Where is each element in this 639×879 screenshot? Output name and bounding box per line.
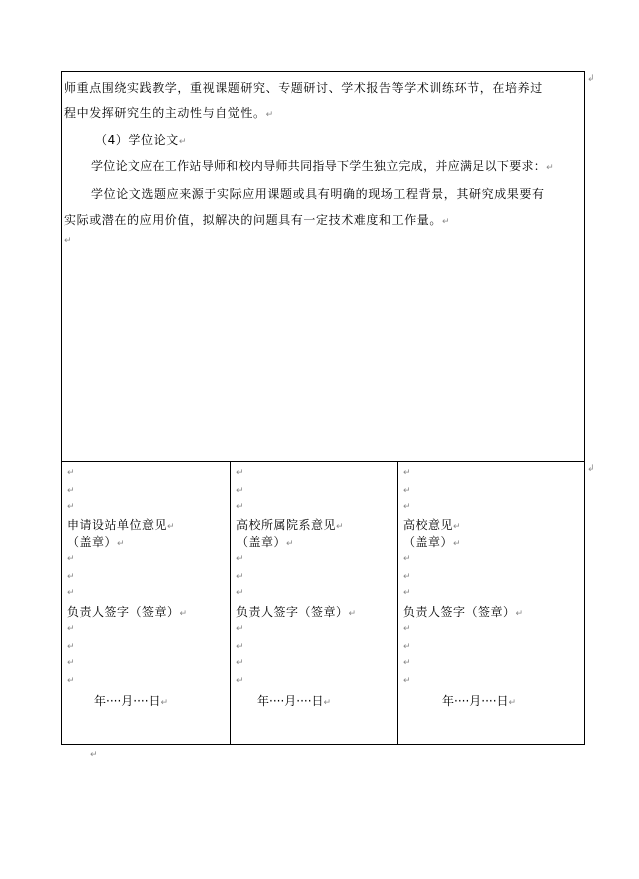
date-line [442, 692, 516, 709]
body-line-1-text: 师重点围绕实践教学，重视课题研究、专题研讨、学术报告等学术训练环节，在培养过 [64, 81, 543, 95]
seal-label [67, 533, 125, 550]
paragraph-mark: ↵ [236, 468, 244, 478]
paragraph-mark: ↵ [453, 539, 462, 549]
paragraph-mark: ↵ [403, 486, 411, 496]
paragraph-mark: ↵ [403, 468, 411, 478]
paragraph-mark: ↵ [403, 502, 411, 512]
opinion-heading [403, 516, 461, 533]
paragraph-mark: ↵ [453, 522, 462, 532]
paragraph-mark: ↵ [67, 468, 75, 478]
paragraph-mark: ↵ [236, 624, 244, 634]
seal-label-text: （盖章） [236, 535, 287, 549]
opinion-heading [67, 516, 175, 533]
signature-label [67, 603, 188, 620]
date-text: 年····月····日 [442, 694, 509, 708]
paragraph-mark: ↵ [336, 522, 345, 532]
paragraph-mark: ↵ [178, 137, 187, 147]
signature-label-text: 负责人签字（签章） [236, 605, 349, 619]
signature-label [403, 603, 524, 620]
paragraph-mark: ↵ [67, 658, 75, 668]
seal-label [403, 533, 461, 550]
section-heading [95, 131, 187, 148]
body-line-2 [64, 104, 274, 121]
paragraph-mark: ↵ [442, 217, 451, 227]
paragraph-mark: ↵ [403, 554, 411, 564]
body-line-4-text: 学位论文应在工作站导师和校内导师共同指导下学生独立完成，并应满足以下要求： [91, 159, 547, 173]
university-cell [398, 462, 585, 744]
paragraph-mark: ↵ [236, 642, 244, 652]
paragraph-mark: ↵ [403, 624, 411, 634]
paragraph-mark: ↵ [403, 642, 411, 652]
signature-label-text: 负责人签字（签章） [403, 605, 516, 619]
body-line-5 [91, 185, 545, 202]
paragraph-mark: ↵ [236, 502, 244, 512]
paragraph-mark: ↵ [286, 539, 295, 549]
seal-label-text: （盖章） [67, 535, 118, 549]
date-line [257, 692, 331, 709]
body-line-1 [64, 79, 543, 96]
date-text: 年····月····日 [94, 694, 161, 708]
seal-label-text: （盖章） [403, 535, 454, 549]
date-text: 年····月····日 [257, 694, 324, 708]
paragraph-mark: ↵ [236, 588, 244, 598]
paragraph-mark: ↵ [236, 572, 244, 582]
paragraph-mark: ↵ [236, 658, 244, 668]
section-heading-text: （4）学位论文 [95, 133, 179, 147]
paragraph-mark: ↵ [179, 609, 188, 619]
paragraph-mark: ↵ [67, 486, 75, 496]
paragraph-mark: ↵ [67, 554, 75, 564]
opinion-heading-text: 申请设站单位意见 [67, 518, 168, 532]
signature-table [61, 462, 585, 745]
paragraph-mark: ↵ [265, 110, 274, 120]
row-end-mark: ↲ [587, 464, 595, 474]
body-line-6 [64, 211, 450, 228]
paragraph-mark: ↵ [160, 698, 169, 708]
paragraph-mark: ↵ [117, 539, 126, 549]
paragraph-mark: ↵ [167, 522, 176, 532]
paragraph-mark: ↵ [67, 642, 75, 652]
paragraph-mark: ↵ [403, 588, 411, 598]
department-cell [231, 462, 398, 744]
paragraph-mark: ↵ [323, 698, 332, 708]
paragraph-mark: ↵ [67, 572, 75, 582]
paragraph-mark: ↵ [546, 163, 554, 173]
paragraph-mark: ↵ [67, 676, 75, 686]
paragraph-mark: ↵ [515, 609, 524, 619]
paragraph-mark: ↵ [236, 676, 244, 686]
empty-paragraph-mark: ↵ [64, 236, 72, 246]
body-line-6-text: 实际或潜在的应用价值，拟解决的问题具有一定技术难度和工作量。 [64, 213, 443, 227]
row-end-mark: ↲ [587, 74, 595, 84]
paragraph-mark: ↵ [67, 624, 75, 634]
paragraph-mark: ↵ [403, 676, 411, 686]
paragraph-mark: ↵ [403, 572, 411, 582]
applicant-unit-cell [62, 462, 231, 744]
opinion-heading-text: 高校所属院系意见 [236, 518, 337, 532]
date-line [94, 692, 168, 709]
paragraph-mark: ↵ [236, 554, 244, 564]
final-paragraph-mark: ↵ [90, 750, 98, 760]
paragraph-mark: ↵ [67, 502, 75, 512]
paragraph-mark: ↵ [403, 658, 411, 668]
paragraph-mark: ↵ [67, 588, 75, 598]
body-line-2-text: 程中发挥研究生的主动性与自觉性。 [64, 106, 266, 120]
paragraph-mark: ↵ [236, 486, 244, 496]
content-box [61, 71, 585, 462]
paragraph-mark: ↵ [348, 609, 357, 619]
seal-label [236, 533, 294, 550]
signature-label-text: 负责人签字（签章） [67, 605, 180, 619]
body-line-4 [91, 157, 554, 174]
opinion-heading [236, 516, 344, 533]
signature-label [236, 603, 357, 620]
body-line-5-text: 学位论文选题应来源于实际应用课题或具有明确的现场工程背景，其研究成果要有 [91, 187, 545, 201]
paragraph-mark: ↵ [508, 698, 517, 708]
opinion-heading-text: 高校意见 [403, 518, 454, 532]
